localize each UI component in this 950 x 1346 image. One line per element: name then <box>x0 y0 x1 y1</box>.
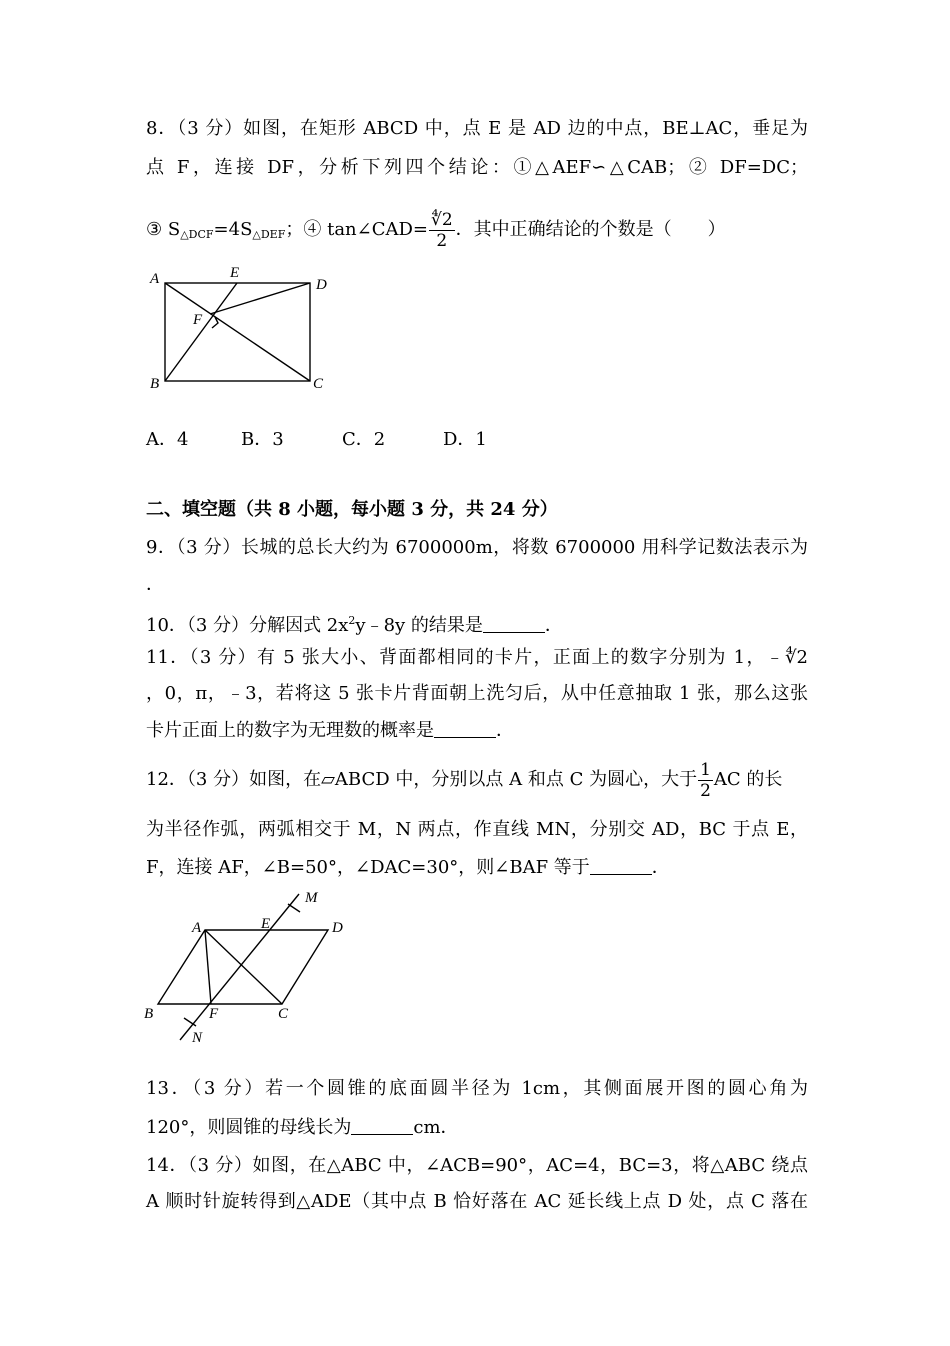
q8-option-a: A．4 <box>146 429 189 450</box>
q10-text-end: ． <box>544 615 563 636</box>
q8-option-b: B．3 <box>241 429 284 450</box>
q8-option-d: D．1 <box>443 429 487 450</box>
segment-be <box>165 283 237 381</box>
q8-question-stem: ．其中正确结论的个数是（ ） <box>455 219 726 240</box>
fraction-numerator: 1 <box>700 759 711 780</box>
q11-answer-blank <box>434 719 496 738</box>
q11-text-end: ． <box>496 720 514 741</box>
q12-answer-blank <box>590 856 652 875</box>
label-a: A <box>192 920 202 936</box>
label-c: C <box>313 376 324 392</box>
label-f: F <box>209 1006 219 1022</box>
arc-mark-m <box>288 904 300 912</box>
segment-ac <box>205 930 282 1004</box>
q9-line-2: ． <box>146 574 164 595</box>
q10-line <box>146 608 808 639</box>
q12-line-3 <box>146 855 808 881</box>
q10-text-start: 10．（3 分）分解因式 2x <box>146 615 349 636</box>
q13-text: 120°，则圆锥的母线长为 <box>146 1117 352 1138</box>
q8-statement-3-mid: =4S <box>213 219 253 240</box>
label-n: N <box>192 1030 203 1046</box>
q8-area-subscript-def: △DEF <box>252 228 286 241</box>
q13-answer-blank <box>351 1116 413 1135</box>
label-a: A <box>150 271 160 287</box>
q8-line-1: 8．（3 分）如图，在矩形 ABCD 中，点 E 是 AD 边的中点，BE⊥AC，垂足为 <box>146 118 808 139</box>
q13-text-end: cm． <box>413 1117 459 1138</box>
q10-exponent: 2 <box>348 614 356 627</box>
q8-statement-3-label: ③ S <box>146 219 181 240</box>
q11-line-3 <box>146 718 808 744</box>
label-m: M <box>305 890 318 906</box>
q12-text-end: AC 的长 <box>713 769 783 790</box>
q12-text: F，连接 AF，∠B=50°，∠DAC=30°，则∠BAF 等于 <box>146 857 590 878</box>
fraction-denominator: 2 <box>700 780 711 801</box>
q13-line-2 <box>146 1115 808 1141</box>
q14-line-2: A 顺时针旋转得到△ADE（其中点 B 恰好落在 AC 延长线上点 D 处，点 C 落在 <box>146 1191 808 1212</box>
q8-figure-rectangle <box>140 258 350 398</box>
q12-text-end: ． <box>651 857 670 878</box>
q12-figure-parallelogram <box>140 882 370 1050</box>
q8-line-2: 点 F，连接 DF，分析下列四个结论：①△AEF∽△CAB；② DF=DC； <box>146 157 808 178</box>
q8-statement-4-label: ；④ tan∠CAD= <box>285 219 429 240</box>
q8-line-3 <box>146 208 808 257</box>
label-c: C <box>278 1006 289 1022</box>
section-2-title: 二、填空题（共 8 小题，每小题 3 分，共 24 分） <box>146 499 558 520</box>
q12-line-1 <box>146 758 808 802</box>
segment-ac <box>165 283 310 381</box>
fraction-numerator: ∜2 <box>431 209 453 230</box>
q12-half-fraction <box>698 760 713 801</box>
q14-line-1: 14．（3 分）如图，在△ABC 中，∠ACB=90°，AC=4，BC=3，将△ABC 绕点 <box>146 1155 808 1176</box>
q13-line-1: 13．（3 分）若一个圆锥的底面圆半径为 1cm，其侧面展开图的圆心角为 <box>146 1078 808 1099</box>
q11-line-2: ，0，π，﹣3，若将这 5 张卡片背面朝上洗匀后，从中任意抽取 1 张，那么这张 <box>146 683 808 704</box>
fraction-denominator: 2 <box>436 230 448 251</box>
q8-area-subscript-dcf: △DCF <box>180 228 214 241</box>
segment-af <box>205 930 211 1004</box>
q11-text: 卡片正面上的数字为无理数的概率是 <box>146 720 434 741</box>
label-b: B <box>144 1006 154 1022</box>
label-d: D <box>332 920 343 936</box>
label-d: D <box>316 277 327 293</box>
q11-line-1: 11．（3 分）有 5 张大小、背面都相同的卡片，正面上的数字分别为 1，﹣∜2 <box>146 647 808 668</box>
label-e: E <box>261 916 271 932</box>
q8-option-c: C．2 <box>342 429 386 450</box>
q8-tan-fraction <box>429 210 455 251</box>
q10-answer-blank <box>483 614 545 633</box>
q9-line-1: 9．（3 分）长城的总长大约为 6700000m，将数 6700000 用科学记数法表示为 <box>146 537 808 558</box>
q12-text-start: 12．（3 分）如图，在▱ABCD 中，分别以点 A 和点 C 为圆心，大于 <box>146 769 698 790</box>
label-f: F <box>193 312 203 328</box>
label-b: B <box>150 376 160 392</box>
q10-text-mid: y﹣8y 的结果是 <box>355 615 483 636</box>
q12-line-2: 为半径作弧，两弧相交于 M，N 两点，作直线 MN，分别交 AD，BC 于点 E， <box>146 819 808 840</box>
label-e: E <box>230 265 240 281</box>
